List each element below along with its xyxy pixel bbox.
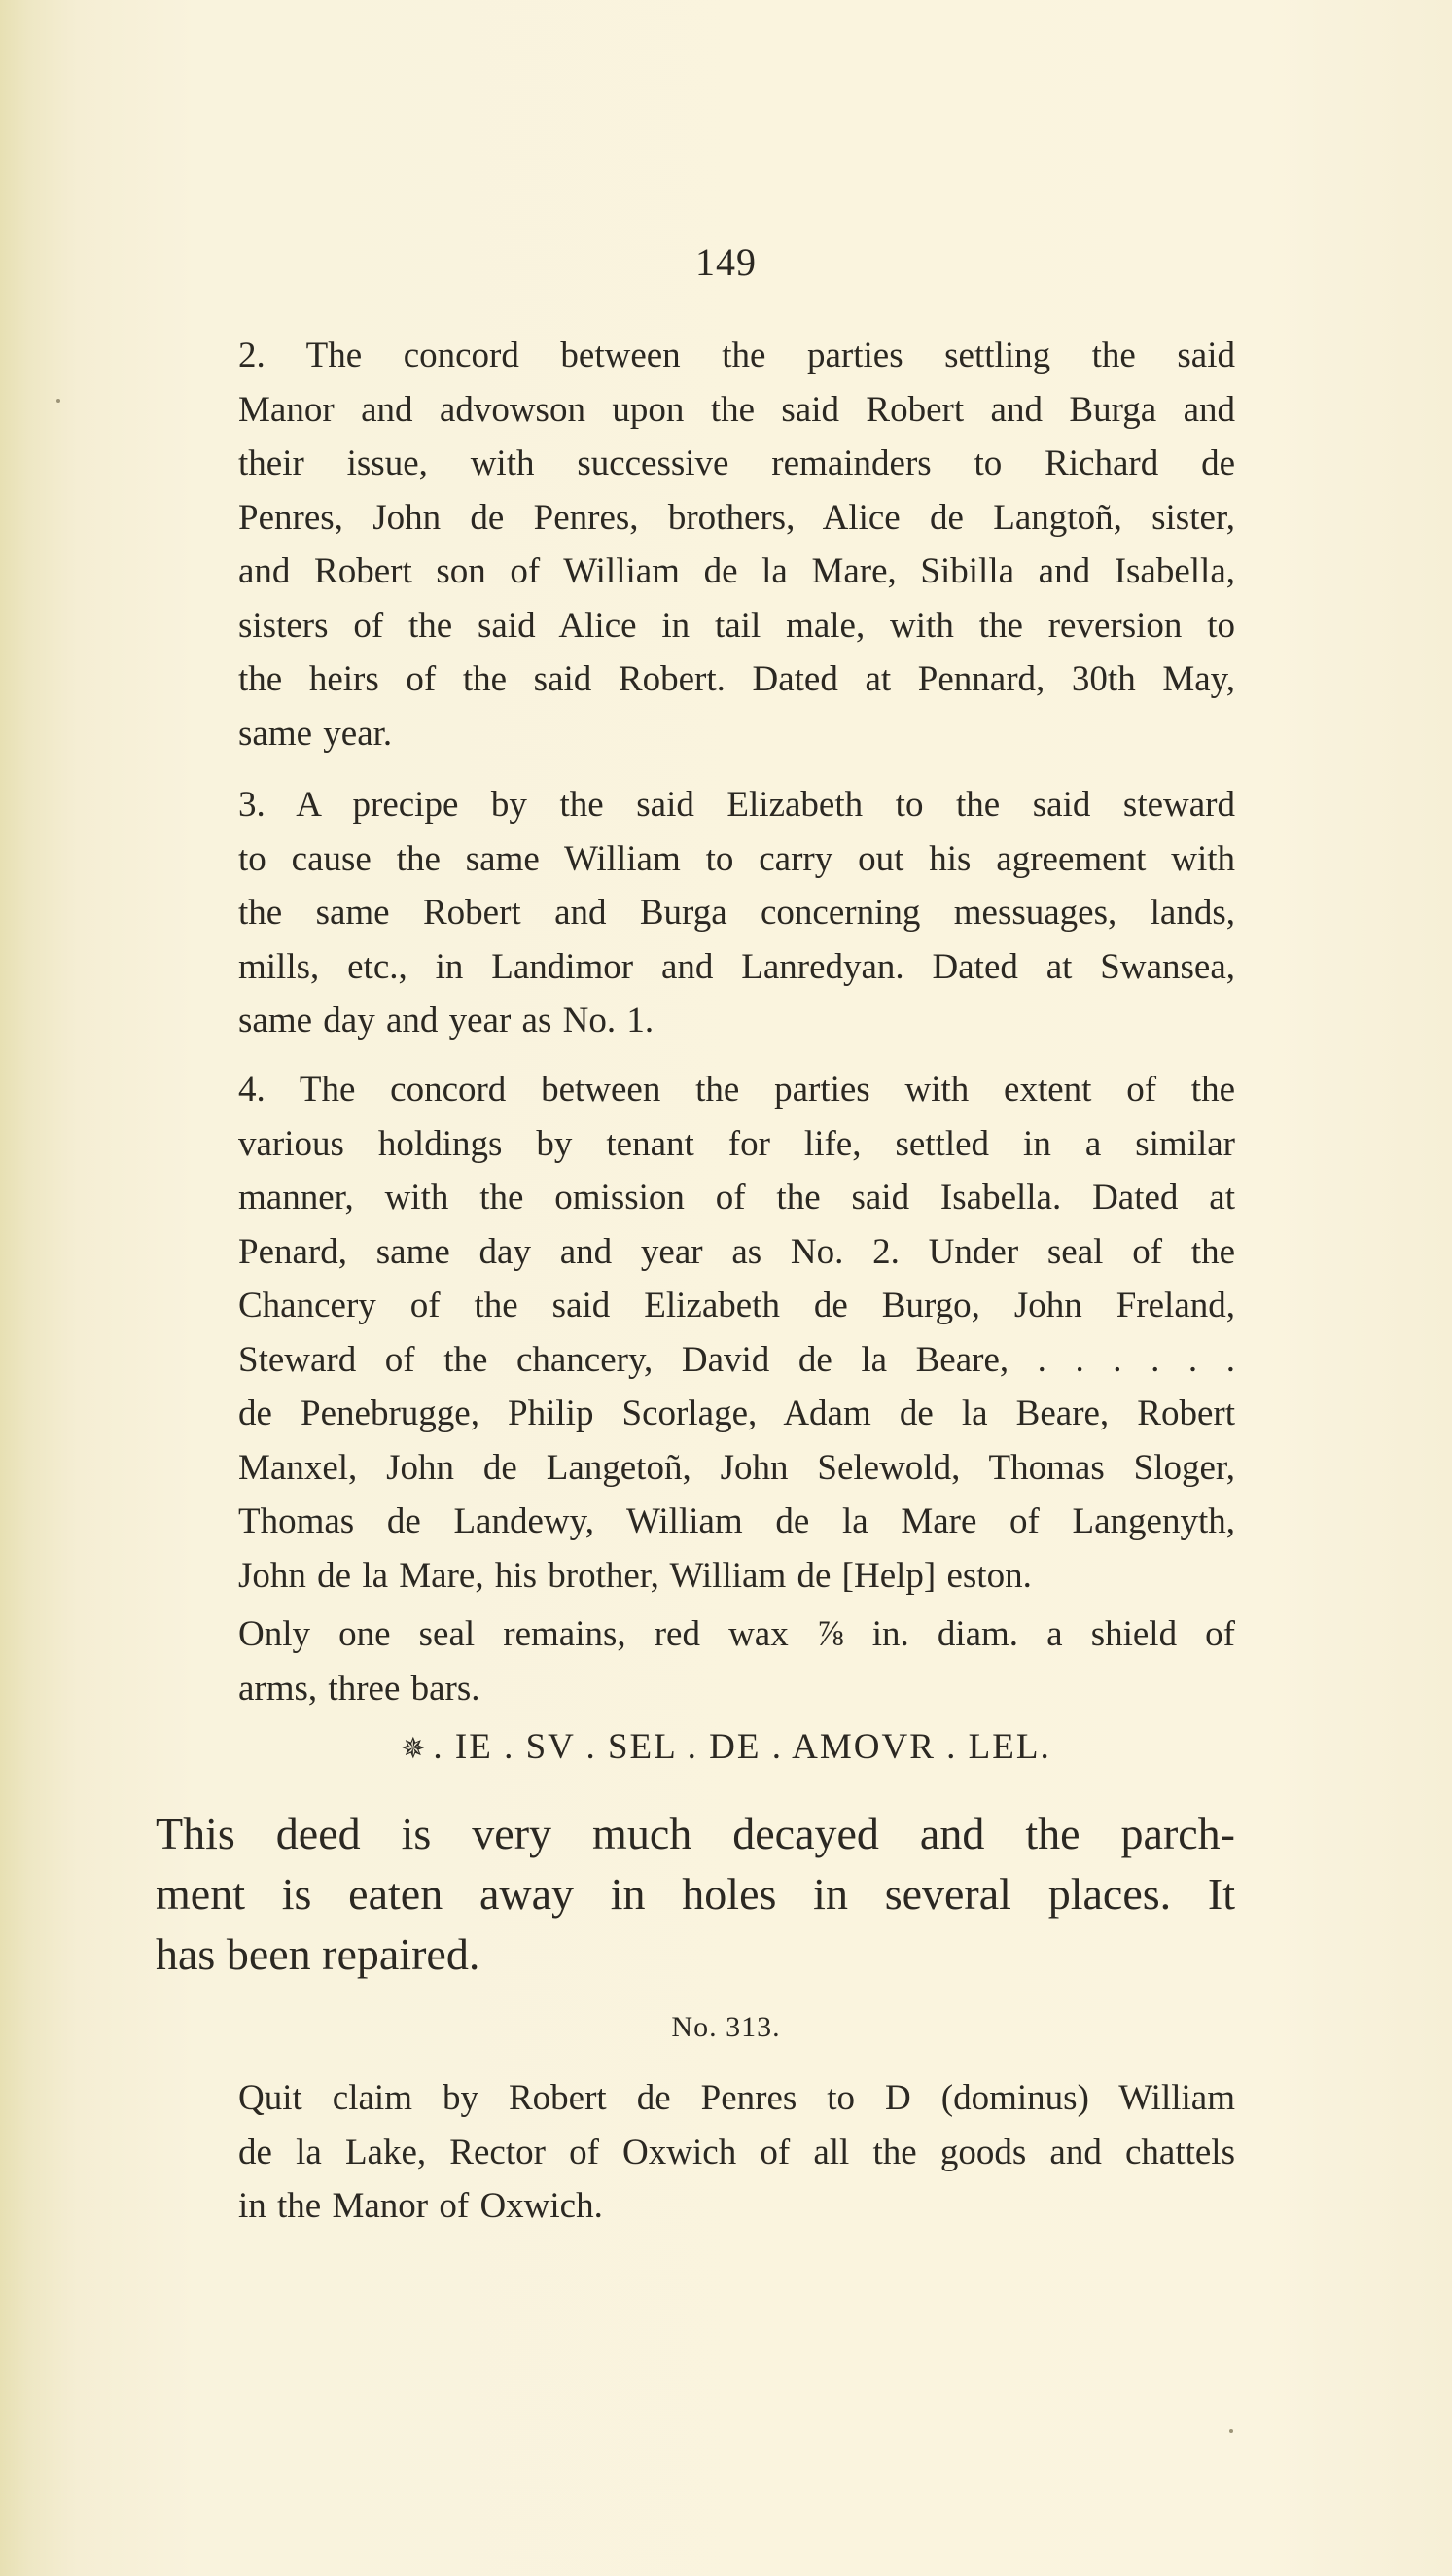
text-line: Penard, same day and year as No. 2. Under seal of the: [238, 1231, 1235, 1272]
paper-speck: [56, 399, 60, 403]
text-line: 2. The concord between the parties settling the said: [238, 335, 1235, 375]
text-line: Steward of the chancery, David de la Beare, . . . . . .: [238, 1339, 1235, 1380]
text-line: Thomas de Landewy, William de la Mare of Langenyth,: [238, 1501, 1235, 1541]
text-line: Quit claim by Robert de Penres to D (dominus) William: [238, 2078, 1235, 2118]
item-4-paragraph: [156, 1063, 1235, 1603]
text-line: and Robert son of William de la Mare, Sibilla and Isabella,: [238, 551, 1235, 591]
paragraph: [156, 2071, 1235, 2234]
paragraph: [156, 778, 1235, 1048]
text-line: same year.: [238, 713, 393, 754]
text-line: de Penebrugge, Philip Scorlage, Adam de la Beare, Robert: [238, 1394, 1235, 1433]
text-line: mills, etc., in Landimor and Lanredyan. Dated at Swansea,: [238, 946, 1235, 987]
text-line: the same Robert and Burga concerning messuages, lands,: [238, 893, 1235, 933]
text-line: Only one seal remains, red wax ⅞ in. diam. a shield of: [238, 1614, 1235, 1654]
document-number: No. 313.: [671, 2011, 781, 2043]
seal-inscription: [0, 1726, 1452, 1768]
text-line: John de la Mare, his brother, William de [Help] eston.: [238, 1555, 1032, 1596]
text-line: same day and year as No. 1.: [238, 1001, 655, 1041]
text-line: Manor and advowson upon the said Robert and Burga and: [238, 389, 1235, 430]
text-line: arms, three bars.: [238, 1668, 480, 1709]
item-2-paragraph: [156, 329, 1235, 760]
item-3-paragraph: [156, 778, 1235, 1048]
text-line: manner, with the omission of the said Isabella. Dated at: [238, 1178, 1235, 1217]
text-line: Chancery of the said Elizabeth de Burgo, John Freland,: [238, 1286, 1235, 1325]
paper-speck: [1229, 2429, 1233, 2433]
text-line: de la Lake, Rector of Oxwich of all the goods and chattels: [238, 2132, 1235, 2172]
text-line: 4. The concord between the parties with extent of the: [238, 1070, 1235, 1110]
text-line: ment is eaten away in holes in several places. It: [156, 1869, 1235, 1919]
text-line: in the Manor of Oxwich.: [238, 2186, 603, 2226]
text-line: Penres, John de Penres, brothers, Alice de Langtoñ, sister,: [238, 497, 1235, 538]
seal-description: [156, 1607, 1235, 1715]
text-line: Manxel, John de Langetoñ, John Selewold, Thomas Sloger,: [238, 1447, 1235, 1488]
page-number: 149: [695, 240, 757, 284]
text-line: to cause the same William to carry out his agreement with: [238, 838, 1235, 879]
quit-claim-paragraph: [156, 2071, 1235, 2234]
paragraph: [156, 1063, 1235, 1603]
text-line: This deed is very much decayed and the parch-: [156, 1809, 1235, 1858]
text-line: sisters of the said Alice in tail male, with the reversion to: [238, 605, 1235, 646]
text-line: their issue, with successive remainders to Richard de: [238, 443, 1235, 483]
text-line: the heirs of the said Robert. Dated at Pennard, 30th May,: [238, 659, 1235, 699]
condition-note: [156, 1804, 1235, 1985]
text-line: various holdings by tenant for life, settled in a similar: [238, 1123, 1235, 1164]
inscription-text: . IE . SV . SEL . DE . AMOVR . LEL.: [433, 1727, 1051, 1767]
seal-mark-icon: ✵: [401, 1733, 428, 1765]
paragraph: [156, 329, 1235, 760]
paragraph: [156, 1607, 1235, 1715]
text-line: 3. A precipe by the said Elizabeth to the said steward: [238, 785, 1235, 825]
text-line: has been repaired.: [156, 1929, 480, 1979]
